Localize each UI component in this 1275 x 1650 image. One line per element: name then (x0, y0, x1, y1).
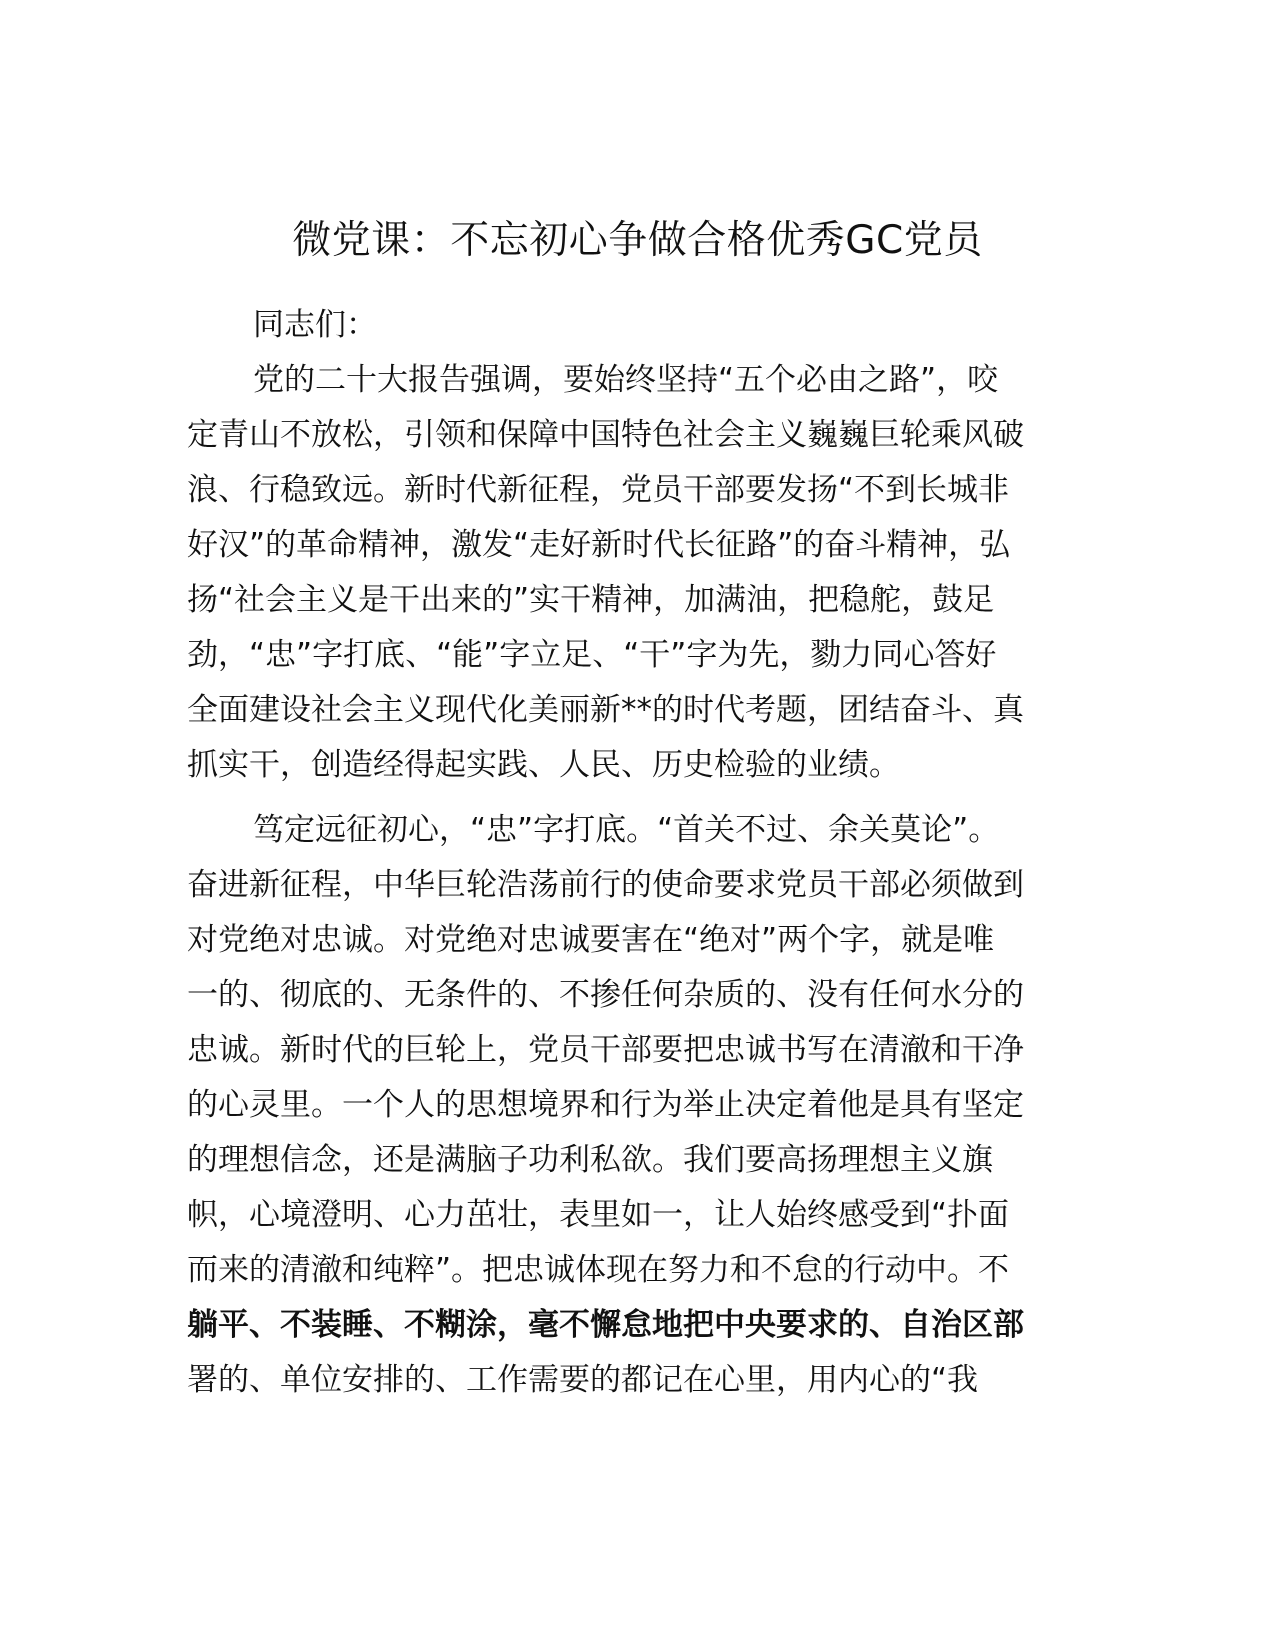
paragraph-1-line: 好汉”的革命精神，激发“走好新时代长征路”的奋斗精神，弘 (187, 527, 1011, 563)
paragraph-2-line: 笃定远征初心，“忠”字打底。“首关不过、余关莫论”。 (253, 812, 1000, 848)
paragraph-2-line: 署的、单位安排的、工作需要的都记在心里，用内心的“我 (187, 1362, 979, 1398)
paragraph-1-line: 全面建设社会主义现代化美丽新**的时代考题，团结奋斗、真 (187, 692, 1024, 728)
paragraph-2-line: 的心灵里。一个人的思想境界和行为举止决定着他是具有坚定 (187, 1087, 1024, 1123)
paragraph-1-line: 扬“社会主义是干出来的”实干精神，加满油，把稳舵，鼓足 (187, 582, 995, 618)
document-title: 微党课：不忘初心争做合格优秀GC党员 (292, 218, 983, 263)
paragraph-1-line: 抓实干，创造经得起实践、人民、历史检验的业绩。 (187, 747, 900, 783)
paragraph-1-line: 浪、行稳致远。新时代新征程，党员干部要发扬“不到长城非 (187, 472, 1010, 508)
paragraph-2-line: 的理想信念，还是满脑子功利私欲。我们要高扬理想主义旗 (187, 1142, 993, 1178)
paragraph-2-line: 对党绝对忠诚。对党绝对忠诚要害在“绝对”两个字，就是唯 (187, 922, 995, 958)
paragraph-2-line: 忠诚。新时代的巨轮上，党员干部要把忠诚书写在清澈和干净 (187, 1032, 1024, 1068)
paragraph-2-line: 躺平、不装睡、不糊涂，毫不懈怠地把中央要求的、自治区部 (187, 1307, 1024, 1343)
paragraph-1-line: 党的二十大报告强调，要始终坚持“五个必由之路”，咬 (253, 362, 999, 398)
paragraph-2-line: 而来的清澈和纯粹”。把忠诚体现在努力和不怠的行动中。不 (187, 1252, 1010, 1288)
paragraph-1-line: 定青山不放松，引领和保障中国特色社会主义巍巍巨轮乘风破 (187, 417, 1024, 453)
paragraph-2-line: 奋进新征程，中华巨轮浩荡前行的使命要求党员干部必须做到 (187, 867, 1024, 903)
paragraph-2-line: 帜，心境澄明、心力茁壮，表里如一，让人始终感受到“扑面 (187, 1197, 1010, 1233)
salutation: 同志们： (253, 307, 377, 343)
paragraph-2-line: 一的、彻底的、无条件的、不掺任何杂质的、没有任何水分的 (187, 977, 1024, 1013)
paragraph-1-line: 劲，“忠”字打底、“能”字立足、“干”字为先，勠力同心答好 (187, 637, 997, 673)
